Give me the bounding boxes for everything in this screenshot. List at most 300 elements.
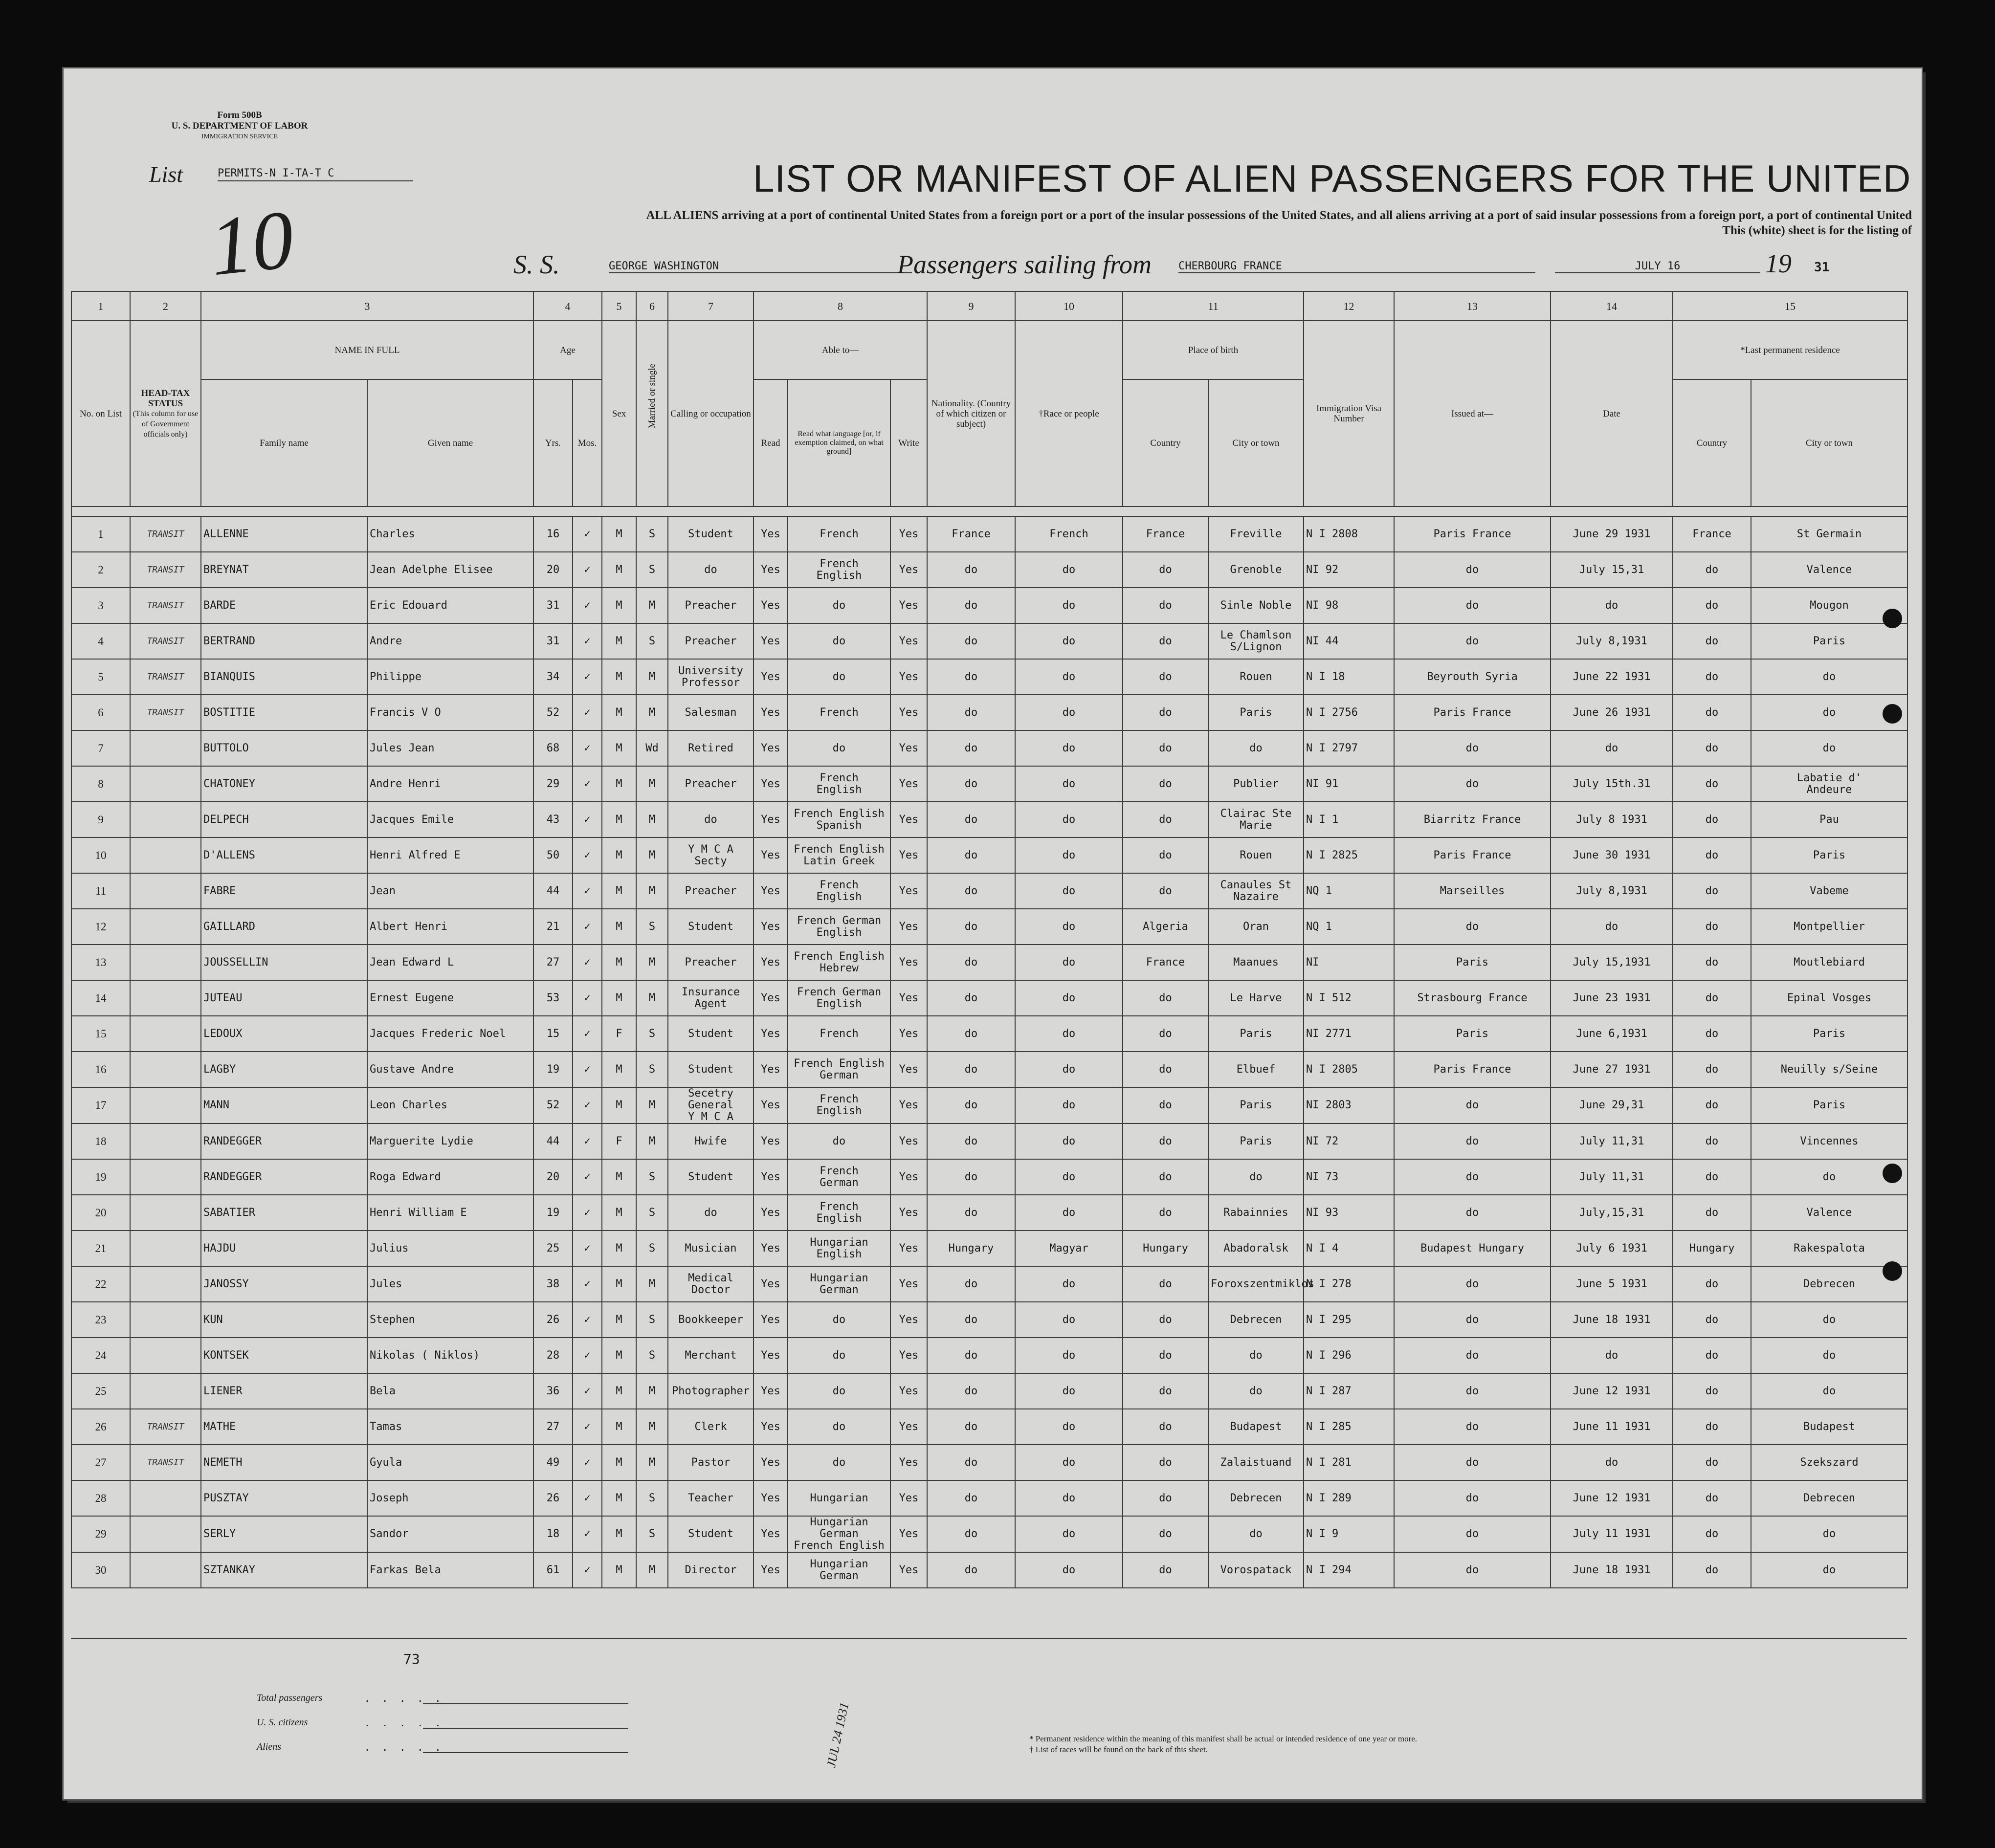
table-row	[71, 1480, 1907, 1516]
birth-city: Vorospatack	[1208, 1552, 1304, 1588]
can-write: Yes	[890, 1087, 927, 1123]
table-row	[71, 1016, 1907, 1052]
sex: M	[602, 623, 636, 659]
occupation: Clerk	[668, 1409, 754, 1445]
residence-country: do	[1673, 1016, 1751, 1052]
visa-number: NI 92	[1304, 552, 1394, 588]
age-months: ✓	[573, 1445, 602, 1480]
read-language: French	[788, 1016, 890, 1052]
birth-country: do	[1123, 1266, 1208, 1302]
residence-city: Rakespalota	[1751, 1231, 1907, 1266]
can-write: Yes	[890, 1195, 927, 1231]
visa-issued-at: Paris	[1394, 945, 1551, 980]
can-read: Yes	[754, 552, 788, 588]
birth-city: Paris	[1208, 1087, 1304, 1123]
occupation: do	[668, 552, 754, 588]
table-row	[71, 1195, 1907, 1231]
total-passengers-label: Total passengers	[257, 1693, 323, 1703]
occupation: Hwife	[668, 1123, 754, 1159]
age-months: ✓	[573, 1123, 602, 1159]
birth-country: do	[1123, 623, 1208, 659]
col-number: 9	[927, 291, 1015, 321]
occupation: Preacher	[668, 623, 754, 659]
header-birth-country: Country	[1123, 379, 1208, 506]
occupation: Student	[668, 909, 754, 945]
visa-date: July 8,1931	[1551, 623, 1673, 659]
header-race: †Race or people	[1015, 321, 1123, 506]
table-row	[71, 1231, 1907, 1266]
family-name: NEMETH	[201, 1445, 367, 1480]
visa-date: July 15,31	[1551, 552, 1673, 588]
sex: M	[602, 1445, 636, 1480]
can-read: Yes	[754, 1516, 788, 1552]
arrival-stamp-date: JUL 24 1931	[824, 1701, 852, 1769]
visa-date: June 26 1931	[1551, 695, 1673, 730]
age-months: ✓	[573, 1373, 602, 1409]
visa-number: NI	[1304, 945, 1394, 980]
race: do	[1015, 873, 1123, 909]
age-years: 29	[533, 766, 573, 802]
family-name: JANOSSY	[201, 1266, 367, 1302]
header-date: Date	[1551, 321, 1673, 506]
race: do	[1015, 1480, 1123, 1516]
table-row	[71, 909, 1907, 945]
row-number: 30	[71, 1552, 130, 1588]
manifest-sheet	[64, 68, 1922, 1799]
race: do	[1015, 730, 1123, 766]
sex: M	[602, 945, 636, 980]
age-months: ✓	[573, 730, 602, 766]
residence-country: do	[1673, 1195, 1751, 1231]
passenger-rows	[71, 506, 1907, 1588]
residence-country: do	[1673, 659, 1751, 695]
visa-number: NI 72	[1304, 1123, 1394, 1159]
table-row	[71, 766, 1907, 802]
residence-country: do	[1673, 730, 1751, 766]
residence-city: Valence	[1751, 552, 1907, 588]
visa-number: N I 278	[1304, 1266, 1394, 1302]
marital-status: M	[636, 1409, 668, 1445]
residence-country: do	[1673, 1409, 1751, 1445]
us-citizens-label: U. S. citizens	[257, 1717, 308, 1728]
table-row	[71, 1123, 1907, 1159]
row-number: 7	[71, 730, 130, 766]
nationality: do	[927, 1266, 1015, 1302]
sex: M	[602, 980, 636, 1016]
read-language: do	[788, 588, 890, 623]
age-months: ✓	[573, 659, 602, 695]
visa-number: N I 2805	[1304, 1052, 1394, 1087]
passenger-table	[71, 291, 1907, 1588]
ship-label: S. S.	[513, 250, 560, 279]
given-name: Eric Edouard	[367, 588, 533, 623]
visa-issued-at: Marseilles	[1394, 873, 1551, 909]
can-read: Yes	[754, 1087, 788, 1123]
given-name: Sandor	[367, 1516, 533, 1552]
can-write: Yes	[890, 1266, 927, 1302]
col-number: 12	[1304, 291, 1394, 321]
marital-status: M	[636, 1373, 668, 1409]
nationality: do	[927, 1338, 1015, 1373]
given-name: Albert Henri	[367, 909, 533, 945]
birth-city: Freville	[1208, 516, 1304, 552]
col-number: 15	[1673, 291, 1907, 321]
nationality: Hungary	[927, 1231, 1015, 1266]
residence-country: do	[1673, 1087, 1751, 1123]
visa-date: June 11 1931	[1551, 1409, 1673, 1445]
residence-country: do	[1673, 1159, 1751, 1195]
nationality: do	[927, 1016, 1015, 1052]
given-name: Nikolas ( Niklos)	[367, 1338, 533, 1373]
family-name: LEDOUX	[201, 1016, 367, 1052]
header-res-country: Country	[1673, 379, 1751, 506]
age-years: 20	[533, 1159, 573, 1195]
race: do	[1015, 1552, 1123, 1588]
header-res-city: City or town	[1751, 379, 1907, 506]
given-name: Jacques Frederic Noel	[367, 1016, 533, 1052]
birth-city: Grenoble	[1208, 552, 1304, 588]
given-name: Jules	[367, 1266, 533, 1302]
marital-status: S	[636, 516, 668, 552]
nationality: do	[927, 588, 1015, 623]
race: do	[1015, 1195, 1123, 1231]
nationality: do	[927, 1123, 1015, 1159]
visa-issued-at: do	[1394, 1373, 1551, 1409]
can-write: Yes	[890, 516, 927, 552]
header-birth-city: City or town	[1208, 379, 1304, 506]
row-number: 27	[71, 1445, 130, 1480]
sex: M	[602, 1159, 636, 1195]
read-language: do	[788, 1409, 890, 1445]
visa-number: NI 44	[1304, 623, 1394, 659]
given-name: Stephen	[367, 1302, 533, 1338]
visa-issued-at: do	[1394, 1445, 1551, 1480]
age-months: ✓	[573, 588, 602, 623]
occupation: Teacher	[668, 1480, 754, 1516]
residence-city: Debrecen	[1751, 1480, 1907, 1516]
sex: M	[602, 1231, 636, 1266]
read-language: do	[788, 1123, 890, 1159]
age-months: ✓	[573, 802, 602, 837]
row-number: 2	[71, 552, 130, 588]
col-number: 5	[602, 291, 636, 321]
visa-date: July 11,31	[1551, 1123, 1673, 1159]
nationality: do	[927, 1409, 1015, 1445]
residence-city: Paris	[1751, 1087, 1907, 1123]
age-years: 26	[533, 1480, 573, 1516]
row-number: 24	[71, 1338, 130, 1373]
visa-issued-at: do	[1394, 909, 1551, 945]
birth-city: Debrecen	[1208, 1302, 1304, 1338]
visa-issued-at: do	[1394, 766, 1551, 802]
birth-country: do	[1123, 766, 1208, 802]
nationality: do	[927, 1052, 1015, 1087]
age-years: 27	[533, 945, 573, 980]
marital-status: M	[636, 1266, 668, 1302]
row-number: 21	[71, 1231, 130, 1266]
can-read: Yes	[754, 1552, 788, 1588]
row-number: 14	[71, 980, 130, 1016]
residence-country: do	[1673, 873, 1751, 909]
residence-country: Hungary	[1673, 1231, 1751, 1266]
given-name: Jean Edward L	[367, 945, 533, 980]
visa-number: N I 18	[1304, 659, 1394, 695]
family-name: JOUSSELLIN	[201, 945, 367, 980]
family-name: SZTANKAY	[201, 1552, 367, 1588]
family-name: D'ALLENS	[201, 837, 367, 873]
header-yrs: Yrs.	[533, 379, 573, 506]
sailing-date: JULY 16	[1555, 260, 1760, 273]
visa-issued-at: do	[1394, 1123, 1551, 1159]
nationality: do	[927, 802, 1015, 837]
visa-number: NQ 1	[1304, 909, 1394, 945]
visa-number: NI 2771	[1304, 1016, 1394, 1052]
row-number: 19	[71, 1159, 130, 1195]
header-place-of-birth: Place of birth	[1123, 321, 1304, 379]
race: do	[1015, 588, 1123, 623]
race: do	[1015, 659, 1123, 695]
visa-number: NQ 1	[1304, 873, 1394, 909]
read-language: French English	[788, 1195, 890, 1231]
can-write: Yes	[890, 766, 927, 802]
marital-status: M	[636, 945, 668, 980]
residence-country: do	[1673, 623, 1751, 659]
table-row	[71, 1445, 1907, 1480]
race: do	[1015, 1445, 1123, 1480]
visa-issued-at: Paris France	[1394, 516, 1551, 552]
sex: F	[602, 1123, 636, 1159]
sex: M	[602, 1480, 636, 1516]
visa-number: N I 2808	[1304, 516, 1394, 552]
marital-status: M	[636, 766, 668, 802]
age-months: ✓	[573, 837, 602, 873]
visa-issued-at: do	[1394, 1552, 1551, 1588]
race: do	[1015, 837, 1123, 873]
given-name: Andre	[367, 623, 533, 659]
table-row	[71, 516, 1907, 552]
residence-city: Pau	[1751, 802, 1907, 837]
residence-country: do	[1673, 588, 1751, 623]
read-language: French English Hebrew	[788, 945, 890, 980]
read-language: French	[788, 695, 890, 730]
sailing-year-suffix: 31	[1814, 260, 1830, 275]
age-years: 49	[533, 1445, 573, 1480]
race: do	[1015, 1373, 1123, 1409]
nationality: do	[927, 1480, 1015, 1516]
occupation: Pastor	[668, 1445, 754, 1480]
can-write: Yes	[890, 873, 927, 909]
birth-country: do	[1123, 802, 1208, 837]
row-number: 29	[71, 1516, 130, 1552]
head-tax-status: TRANSIT	[130, 695, 201, 730]
nationality: do	[927, 1087, 1015, 1123]
visa-issued-at: do	[1394, 1302, 1551, 1338]
read-language: do	[788, 1302, 890, 1338]
family-name: RANDEGGER	[201, 1159, 367, 1195]
occupation: Student	[668, 1016, 754, 1052]
read-language: Hungarian	[788, 1480, 890, 1516]
race: do	[1015, 802, 1123, 837]
residence-country: do	[1673, 1302, 1751, 1338]
visa-date: July 11,31	[1551, 1159, 1673, 1195]
can-read: Yes	[754, 945, 788, 980]
race: do	[1015, 1409, 1123, 1445]
row-number: 20	[71, 1195, 130, 1231]
footnote-permanent-residence: * Permanent residence within the meaning of this manifest shall be actual or intended residence of one year or more.	[1029, 1734, 1418, 1743]
race: do	[1015, 980, 1123, 1016]
head-tax-status	[130, 1338, 201, 1373]
age-years: 21	[533, 909, 573, 945]
can-write: Yes	[890, 1480, 927, 1516]
birth-country: do	[1123, 1445, 1208, 1480]
read-language: French German	[788, 1159, 890, 1195]
head-tax-status	[130, 730, 201, 766]
header-read-language: Read what language [or, if exemption claimed, on what ground]	[788, 379, 890, 506]
visa-issued-at: Paris	[1394, 1016, 1551, 1052]
head-tax-status	[130, 1123, 201, 1159]
column-number-row	[71, 291, 1907, 321]
visa-issued-at: do	[1394, 552, 1551, 588]
header-no-on-list: No. on List	[71, 321, 130, 506]
occupation: Medical Doctor	[668, 1266, 754, 1302]
table-row	[71, 945, 1907, 980]
read-language: French German English	[788, 980, 890, 1016]
row-number: 15	[71, 1016, 130, 1052]
head-tax-status	[130, 1087, 201, 1123]
marital-status: S	[636, 623, 668, 659]
can-write: Yes	[890, 730, 927, 766]
family-name: BOSTITIE	[201, 695, 367, 730]
occupation: Y M C A Secty	[668, 837, 754, 873]
visa-issued-at: do	[1394, 730, 1551, 766]
occupation: do	[668, 1195, 754, 1231]
can-write: Yes	[890, 1052, 927, 1087]
age-months: ✓	[573, 1016, 602, 1052]
punch-hole	[1883, 704, 1902, 724]
marital-status: M	[636, 873, 668, 909]
form-number: Form 500B	[217, 110, 262, 120]
age-years: 61	[533, 1552, 573, 1588]
occupation: Salesman	[668, 695, 754, 730]
residence-city: Montpellier	[1751, 909, 1907, 945]
occupation: Student	[668, 1052, 754, 1087]
race: do	[1015, 1159, 1123, 1195]
family-name: HAJDU	[201, 1231, 367, 1266]
can-write: Yes	[890, 1516, 927, 1552]
can-write: Yes	[890, 552, 927, 588]
family-name: RANDEGGER	[201, 1123, 367, 1159]
can-read: Yes	[754, 980, 788, 1016]
given-name: Bela	[367, 1373, 533, 1409]
occupation: Preacher	[668, 588, 754, 623]
head-tax-status	[130, 1016, 201, 1052]
read-language: French English	[788, 766, 890, 802]
can-read: Yes	[754, 1195, 788, 1231]
nationality: do	[927, 1373, 1015, 1409]
residence-city: do	[1751, 1338, 1907, 1373]
marital-status: M	[636, 1445, 668, 1480]
row-number: 11	[71, 873, 130, 909]
nationality: do	[927, 1302, 1015, 1338]
visa-issued-at: do	[1394, 1480, 1551, 1516]
birth-city: Sinle Noble	[1208, 588, 1304, 623]
given-name: Henri Alfred E	[367, 837, 533, 873]
sailing-label: Passengers sailing from	[897, 250, 1152, 279]
birth-country: do	[1123, 1159, 1208, 1195]
age-months: ✓	[573, 980, 602, 1016]
row-number: 3	[71, 588, 130, 623]
sex: M	[602, 766, 636, 802]
table-row	[71, 1052, 1907, 1087]
birth-country: do	[1123, 1302, 1208, 1338]
visa-number: N I 2756	[1304, 695, 1394, 730]
sex: M	[602, 1302, 636, 1338]
nationality: do	[927, 980, 1015, 1016]
given-name: Jean Adelphe Elisee	[367, 552, 533, 588]
nationality: do	[927, 1445, 1015, 1480]
birth-city: Elbuef	[1208, 1052, 1304, 1087]
age-years: 52	[533, 695, 573, 730]
residence-city: Szekszard	[1751, 1445, 1907, 1480]
header-mos: Mos.	[573, 379, 602, 506]
read-language: French English	[788, 1087, 890, 1123]
marital-status: M	[636, 1123, 668, 1159]
race: do	[1015, 909, 1123, 945]
visa-number: NI 73	[1304, 1159, 1394, 1195]
row-number: 10	[71, 837, 130, 873]
marital-status: M	[636, 837, 668, 873]
head-tax-status	[130, 1195, 201, 1231]
visa-number: N I 512	[1304, 980, 1394, 1016]
table-row	[71, 1552, 1907, 1588]
birth-city: Rouen	[1208, 837, 1304, 873]
marital-status: S	[636, 552, 668, 588]
nationality: do	[927, 659, 1015, 695]
can-write: Yes	[890, 623, 927, 659]
table-row	[71, 552, 1907, 588]
visa-issued-at: do	[1394, 588, 1551, 623]
visa-number: NI 98	[1304, 588, 1394, 623]
given-name: Philippe	[367, 659, 533, 695]
visa-date: June 23 1931	[1551, 980, 1673, 1016]
read-language: Hungarian English	[788, 1231, 890, 1266]
head-tax-status: TRANSIT	[130, 659, 201, 695]
age-months: ✓	[573, 909, 602, 945]
birth-country: do	[1123, 1087, 1208, 1123]
age-months: ✓	[573, 1516, 602, 1552]
nationality: do	[927, 1195, 1015, 1231]
given-name: Gustave Andre	[367, 1052, 533, 1087]
read-language: do	[788, 659, 890, 695]
col-number: 6	[636, 291, 668, 321]
family-name: MANN	[201, 1087, 367, 1123]
table-row	[71, 659, 1907, 695]
birth-country: do	[1123, 659, 1208, 695]
aliens-line	[423, 1741, 628, 1753]
visa-issued-at: do	[1394, 1087, 1551, 1123]
us-citizens-line	[423, 1717, 628, 1729]
header-given-name: Given name	[367, 379, 533, 506]
sex: M	[602, 909, 636, 945]
residence-city: Valence	[1751, 1195, 1907, 1231]
header-name-in-full: NAME IN FULL	[201, 321, 533, 379]
birth-country: do	[1123, 1123, 1208, 1159]
birth-country: do	[1123, 1195, 1208, 1231]
age-years: 19	[533, 1195, 573, 1231]
birth-city: Paris	[1208, 1016, 1304, 1052]
sex: M	[602, 1087, 636, 1123]
visa-date: July 8 1931	[1551, 802, 1673, 837]
